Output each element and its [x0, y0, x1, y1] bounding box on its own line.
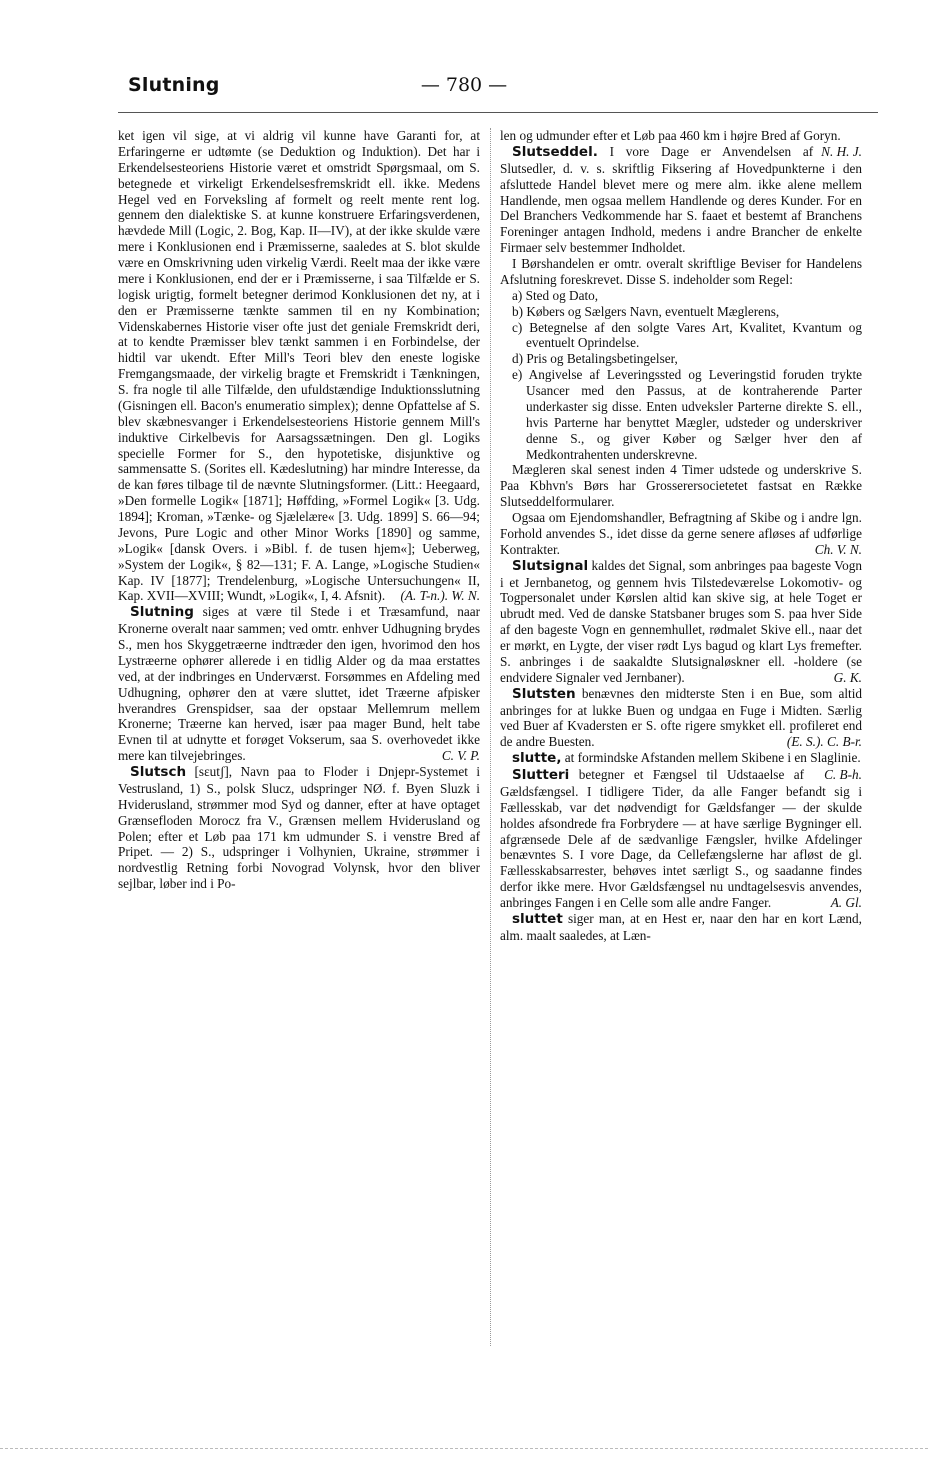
entry-text: ket igen vil sige, at vi aldrig vil kunne have Garanti for, at Erfaringerne er udtømte (se Deduktion og Induktion). Det har i Erkendelsesteoriens Historie været et omstridt Spørgsmaal, om S. betegnede et virkeligt Erkendelsesfremskridt ell. ikke. Medens Hegel ved en Forveksling af formelt og reelt mente rent log. gennem den dialektiske S. at kunne konstruere Erfaringsverdenen, hævdede Mill (Logic, 2. Bog, Kap. II—IV), at der ikke skulde være mere i Konklusionen end i Præmisserne, saaledes at S. blot skulde være en Omskrivning uden virkelig Værdi. Reelt maa der ikke være mere i Konklusionen, end der er i Præmisserne, i saa Tilfælde er S. logisk urigtig, formelt betegner derimod Konklusionen det ny, at i den er Præmisserne tænkte sammen til en ny Kombination; Videnskabernes Historie viser ofte just det geniale Fremskridt deri, at to kendte Præmisser blev tænkt sammen i en Forbindelse, der hidtil var ukendt. Efter Mill's Teori blev den eneste logiske Fremgangsmaade, der virkelig bragte et Fremskridt i Tænkningen, S. fra nogle til alle Tilfælde, den ufuldstændige Induktionsslutning (Gisningen ell. Bacon's enumeratio simplex); denne Opfattelse af S. blev skæbnesvanger i Erkendelsesteoriens Historie gennem Mill's induktive Cirkelbevis for Aarsagssætningen. Den gl. Logiks specielle Former for S., den hypotetiske, disjunktive og sammensatte S. (Sorites ell. Kædeslutning) har mindre Interesse, da de kan føres tilbage til de nævnte Slutningsformer. (Litt.: Heegaard, »Den formelle Logik« [1871]; Høffding, »Formel Logik« [3. Udg. 1894]; Kroman, »Tænke- og Sjælelære« [3. Udg. 1899] S. 66—94; Jevons, Pure Logic and other Minor Works [1890] og samme, »Logik« [dansk Overs. i »Bibl. f. de tusen hjem«]; Ueberweg, »System der Logik«, § 82—131; F. A. Lange, »Logische Studien« Kap. IV [1877]; Trendelenburg, »Logische Untersuchungen« II, Kap. XVII—XVIII; Wundt, »Logik«, I, 4. Afsnit). — [118, 128, 480, 604]
headword: Slutteri — [512, 767, 570, 783]
entry-text: [sɛutʃ], Navn paa to Floder i Dnjepr-Systemet i Vestrusland, 1) S., polsk Slucz, udspringer NØ. f. Byen Sluzk i Hviderusland, strømmer mod Syd og danner, efter at have optaget Grænsefloden Morocz fra V., Grænsen mellem Hviderusland og Polen; efter et Løb paa 171 km udmunder S. i venstre Bred af Pripet. — 2) S., udspringer i Volhynien, Ukraine, strømmer i nordvestlig Retning forbi Novograd Volynsk, hvor den bliver sejlbar, løber ind i Po- — [118, 764, 480, 892]
scan-edge — [0, 1448, 928, 1449]
header-rule — [118, 112, 878, 113]
list-item: b) Købers og Sælgers Navn, eventuelt Mæglerens, — [512, 303, 780, 319]
headword: Slutsignal — [512, 557, 589, 574]
list-item: a) Sted og Dato, — [512, 287, 599, 303]
entry-paragraph: I Børshandelen er omtr. overalt skriftlige Beviser for Handelens Afslutning foreskrevet. Disse S. indeholder som Regel: — [500, 256, 862, 287]
headword: slutte, — [512, 750, 562, 767]
author-signature: N. H. J. — [821, 143, 862, 159]
page-number: — 780 — — [420, 74, 508, 96]
entry-paragraph — [500, 510, 862, 558]
author-signature: C. V. P. — [441, 748, 480, 764]
entry-text: len og udmunder efter et Løb paa 460 km i højre Bred af Goryn. — [500, 128, 841, 143]
headword: Slutning — [130, 604, 194, 621]
author-signature: G. K. — [833, 669, 862, 685]
author-signature: (A. T-n.). W. N. — [400, 588, 480, 604]
headword: Slutseddel. — [512, 143, 598, 160]
entry-text: benævnes den midterste Sten i en Bue, som altid anbringes for at lukke Buen og undgaa en Fuge i Midten. Særlig ved Buer af Kvadersten er S. ofte rigere smykket ell. profileret end de andre Buesten. — [500, 685, 863, 750]
entry-text: at formindske Afstanden mellem Skibene i en Slaglinie. — [564, 750, 861, 766]
left-column — [118, 128, 480, 892]
author-signature: A. Gl. — [830, 895, 862, 910]
list-item: e) Angivelse af Leveringssted og Leveringstid foruden trykte Usancer med den Passus, at de kontraherende Parter underkaster sig disse. Enten udveksler Parterne direkte S. ell., hvis Parterne har benyttet Mægler, udsteder og underskriver denne S., og giver Køber og Sælger hver den af Medkontrahenten underskrevne. — [512, 367, 862, 462]
right-column — [500, 128, 862, 944]
entry-slutsignal — [500, 558, 862, 686]
entry-text: I vore Dage er Anvendelsen af Slutsedler, d. v. s. skriftlig Fiksering af Hovedpunkterne i den afsluttede Handel blevet mere og mere alm. ikke alene mellem Handlende, men ogsaa mellem Handlende og deres Kunder. For en Del Branchers Vedkommende har S. faaet et bestemt af Branchens Foreninger antagen Indhold, medens i andre Brancher de enkelte Firmaer selv bestemmer Indholdet. — [500, 143, 862, 256]
contents-list — [500, 288, 862, 463]
entry-slutning — [118, 604, 480, 764]
entry-slutsch — [118, 764, 480, 892]
entry-continuation — [118, 128, 480, 604]
entry-text: kaldes det Signal, som anbringes paa bageste Vogn i et Jernbanetog, og gennem hvis Tilstedeværelse Lokomotiv- og Togpersonalet under Kørslen altid kan skive sig, at hele Toget er ubrudt med. Ved de danske Statsbaner bruges som S. paa hver Side af den bageste Vogn en gennemhullet, rødmalet Skive ell., naar det er mørkt, en Lygte, der viser rødt Lys bagud og klart Lys fremefter. S. anbringes i de saakaldte Slutsignaløskner ell. -holdere (se endvidere Signaler ved Jernbaner). — [500, 557, 862, 685]
entry-slutsten — [500, 686, 862, 751]
entry-slutseddel — [500, 144, 862, 256]
entry-sluttet — [500, 911, 862, 944]
entry-paragraph: Mægleren skal senest inden 4 Timer udstede og underskrive S. Paa Kbhvn's Børs har Grosserersocietetet fastsat en Række Slutseddelformularer. — [500, 462, 862, 510]
author-signature: (E. S.). C. B-r. — [786, 734, 862, 750]
headword: Slutsch — [130, 764, 187, 780]
author-signature: Ch. V. N. — [814, 541, 862, 557]
entry-text: siges at være til Stede i et Træsamfund, naar Kronerne overalt naar sammen; ved omtr. enhver Udhugning brydes S., men hos Skyggetræerne indtræder den igen, hvorimod den hos Lystræerne ophører allerede i en tidlig Alder og da maa erstattes ved, at der indbringes en Underværst. Forsømmes en Afdeling med Udhugning, ophører den at være sluttet, idet Træerne afpisker hverandres Grenspidser, saa der opstaar Mellemrum mellem Kronerne; Træerne kan herved, især paa mager Bund, helt tabe Evnen til at udnytte et forøget Vokserum, saa S. overhovedet ikke mere kan tilvejebringes. — [118, 604, 480, 764]
running-head: Slutning — [128, 74, 220, 96]
author-signature: C. B-h. — [824, 767, 862, 782]
headword: sluttet — [512, 910, 563, 927]
entry-text: siger man, at en Hest er, naar den har en kort Lænd, alm. maalt saaledes, at Læn- — [500, 910, 862, 943]
entry-slutteri — [500, 767, 862, 911]
entry-text: betegner et Fængsel til Udstaaelse af Gældsfængsel. I tidligere Tider, da alle Fanger befandt sig i Fællesskab, var det nødvendigt for Gældsfanger — der skulde holdes afsondrede fra Forbrydere — at have særlige Bygninger ell. afgrænsede Dele af de sædvanlige Fængsler, hvilke Afdelinger benævntes S. I vore Dage, da Cellefængslerne har afløst de gl. Fællesskabsarrester, behøves intet særligt S., og saadanne findes derfor ikke mere. Hvor Gældsfængsel nu undtagelsesvis anvendes, anbringes Fangen i en Celle som alle andre Fanger. — [500, 767, 862, 910]
list-item: c) Betegnelse af den solgte Vares Art, Kvalitet, Kvantum og eventuelt Oprindelse. — [512, 319, 862, 351]
list-item: d) Pris og Betalingsbetingelser, — [512, 351, 678, 367]
entry-text: Ogsaa om Ejendomshandler, Befragtning af Skibe og i andre lgn. Forhold anvendes S., idet disse da gerne senere afløses af udførlige Kontrakter. — [500, 510, 862, 557]
headword: Slutsten — [512, 685, 576, 702]
column-divider — [490, 128, 491, 1346]
